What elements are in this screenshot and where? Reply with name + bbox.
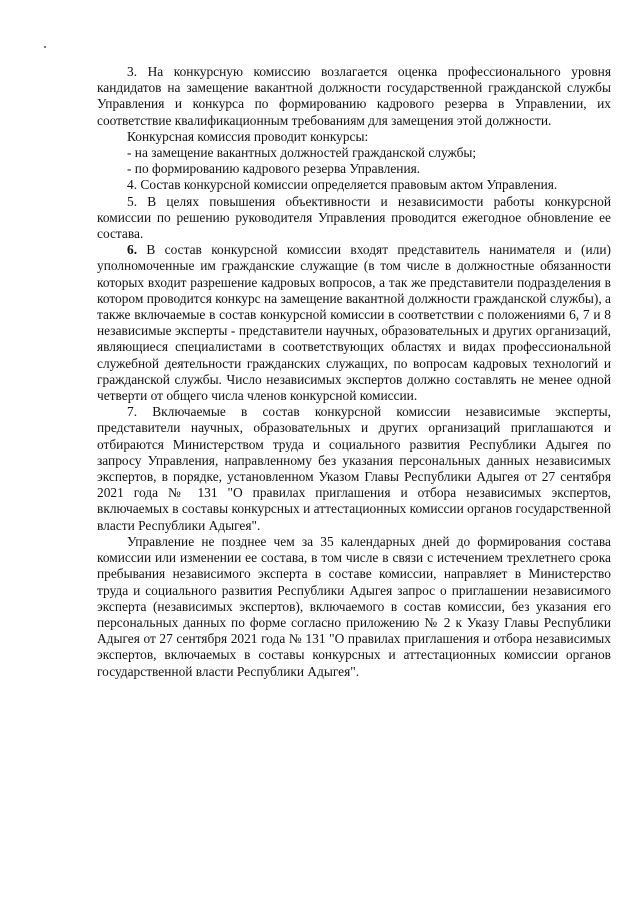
- paragraph-4: 4. Состав конкурсной комиссии определяется правовым актом Управления.: [127, 177, 558, 193]
- scan-speck: [44, 46, 46, 48]
- paragraph-competitions-intro: Конкурсная комиссия проводит конкурсы:: [127, 128, 369, 144]
- list-item-reserve: - по формированию кадрового резерва Управления.: [127, 161, 421, 177]
- paragraph-7: 7. Включаемые в состав конкурсной комиссии независимые эксперты, представители научных, образовательных и других организаций приглашаются и отбираются Министерством труда и социального развития Республики Адыгея по запросу Управления, направленному без указания персональных данных независимых экспертов, в порядке, установленном Указом Главы Республики Адыгея от 27 сентября 2021 года № 131 "О правилах приглашения и отбора независимых экспертов, включаемых в составы конкурсных и аттестационных комиссии органов государственной власти Республики Адыгея".: [97, 404, 611, 533]
- list-item-vacancies: - на замещение вакантных должностей гражданской службы;: [127, 145, 477, 161]
- document-body: [97, 64, 611, 680]
- paragraph-6-number: 6.: [127, 242, 138, 258]
- paragraph-3: 3. На конкурсную комиссию возлагается оценка профессионального уровня кандидатов на замещение вакантной должности государственной гражданской службы Управления и конкурса по формированию кадрового резерва в Управлении, их соответствие квалификационным требованиям для замещения этой должности.: [97, 64, 611, 128]
- paragraph-7-continued: Управление не позднее чем за 35 календарных дней до формирования состава комиссии или изменении ее состава, в том числе в связи с истечением трехлетнего срока пребывания независимого эксперта в составе комиссии, направляет в Министерство труда и социального развития Республики Адыгея запрос о приглашении независимого эксперта (независимых экспертов), включаемого в состав комиссии, без указания его персональных данных по форме согласно приложению № 2 к Указу Главы Республики Адыгея от 27 сентября 2021 года № 131 "О правилах приглашения и отбора независимых экспертов, включаемых в составы конкурсных и аттестационных комиссии органов государственной власти Республики Адыгея".: [97, 533, 611, 679]
- paragraph-6: [97, 242, 611, 404]
- paragraph-6-text: В состав конкурсной комиссии входят представитель нанимателя и (или) уполномоченные им гражданские служащие (в том числе в должностные обязанности которых входит разрешение кадровых вопросов, а так же представители подразделения в котором проводится конкурс на замещение вакантной должности гражданской службы), а также включаемые в состав конкурсной комиссии в соответствии с положениями 6, 7 и 8 независимые эксперты - представители научных, образовательных и других организаций, являющиеся специалистами в соответствующих областях и видах профессиональной служебной деятельности гражданских служащих, по вопросам кадровых технологий и гражданской службы. Число независимых экспертов должно составлять не менее одной четверти от общего числа членов конкурсной комиссии.: [97, 242, 611, 404]
- paragraph-5: 5. В целях повышения объективности и независимости работы конкурсной комиссии по решению руководителя Управления проводится ежегодное обновление ее состава.: [97, 193, 611, 242]
